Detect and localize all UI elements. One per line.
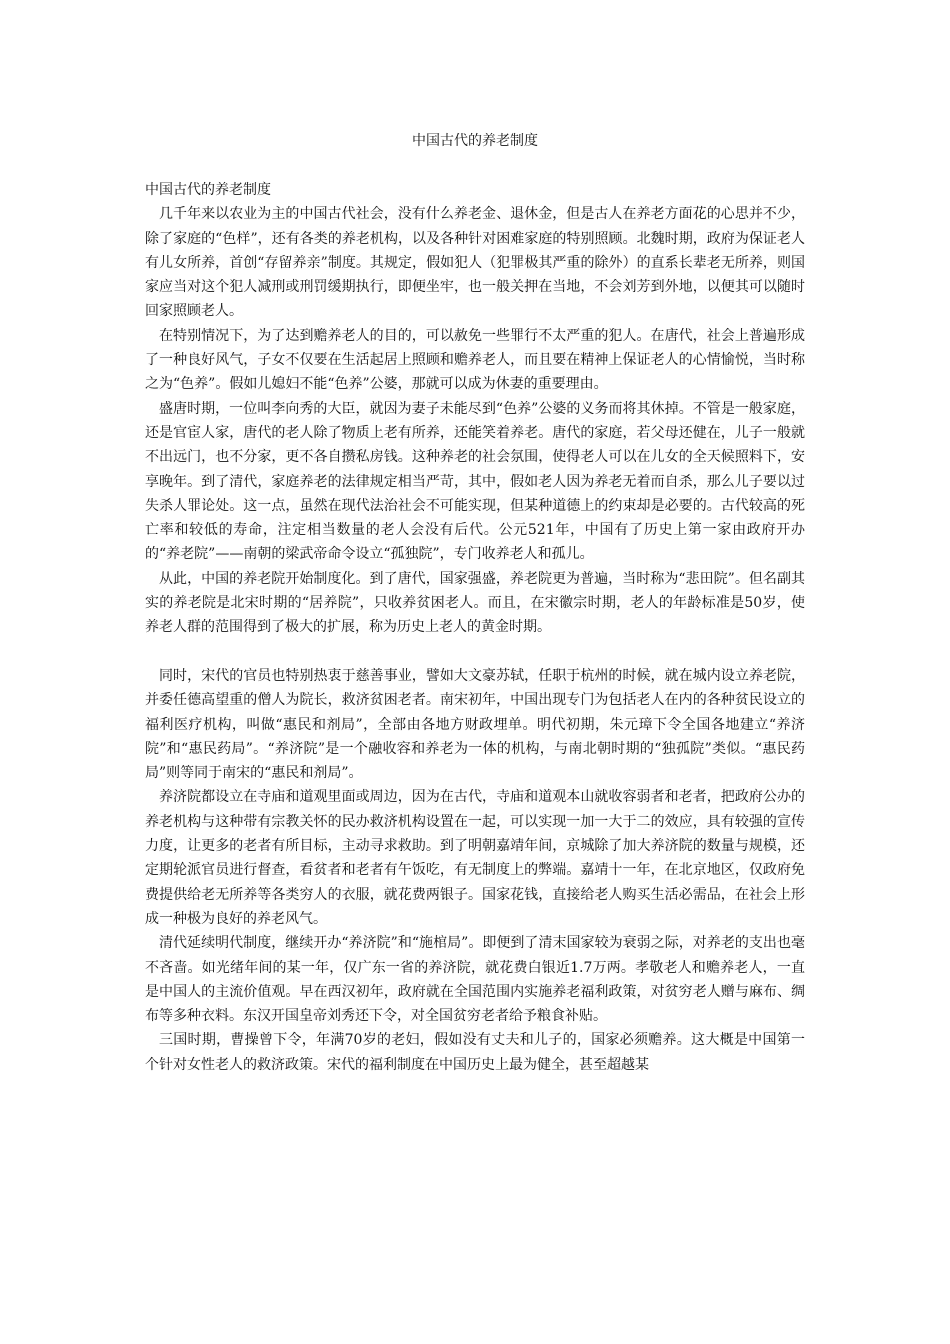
paragraph-6: 养济院都设立在寺庙和道观里面或周边，因为在古代，寺庙和道观本山就收容弱者和老者，把政府公办的养老机构与这种带有宗教关怀的民办救济机构设置在一起，可以实现一加一大于二的效应，具有较强的宣传力度，让更多的老者有所目标，主动寻求救助。到了明朝嘉靖年间，京城除了加大养济院的数量与规模，还定期轮派官员进行督查，看贫者和老者有午饭吃，有无制度上的弊端。嘉靖十一年，在北京地区，仅政府免费提供给老无所养等各类穷人的衣服，就花费两银子。国家花钱，直接给老人购买生活必需品，在社会上形成一种极为良好的养老风气。 <box>145 789 805 927</box>
blank-line <box>145 640 805 664</box>
paragraph-1: 几千年来以农业为主的中国古代社会，没有什么养老金、退休金，但是古人在养老方面花的心思并不少，除了家庭的“色样”，还有各类的养老机构，以及各种针对困难家庭的特别照顾。北魏时期，政府为保证老人有儿女所养，首创“存留养亲”制度。其规定，假如犯人（犯罪极其严重的除外）的直系长辈老无所养，则国家应当对这个犯人减刑或刑罚缓期执行，即便坐牢，也一般关押在当地，不会刘芳到外地，以便其可以随时回家照顾老人。 <box>145 206 805 320</box>
paragraph-3: 盛唐时期，一位叫李向秀的大臣，就因为妻子未能尽到“色养”公婆的义务而将其休掉。不管是一般家庭，还是官宦人家，唐代的老人除了物质上老有所养，还能笑着养老。唐代的家庭，若父母还健在，儿子一般就不出远门，也不分家，更不各自攒私房钱。这种养老的社会氛围，使得老人可以在儿女的全天候照料下，安享晚年。到了清代，家庭养老的法律规定相当严苛，其中，假如老人因为养老无着而自杀，那么儿子要以过失杀人罪论处。这一点，虽然在现代法治社会不可能实现，但某种道德上的约束却是必要的。古代较高的死亡率和较低的寿命，注定相当数量的老人会没有后代。公元521年，中国有了历史上第一家由政府开办的“养老院”——南朝的梁武帝命令设立“孤独院”，专门收养老人和孤儿。 <box>145 400 805 563</box>
paragraph-2: 在特别情况下，为了达到赡养老人的目的，可以赦免一些罪行不太严重的犯人。在唐代，社会上普遍形成了一种良好风气，子女不仅要在生活起居上照顾和赡养老人，而且要在精神上保证老人的心情愉悦，当时称之为“色养”。假如儿媳妇不能“色养”公婆，那就可以成为休妻的重要理由。 <box>145 327 805 393</box>
document-body <box>145 178 805 1077</box>
document-subtitle: 中国古代的养老制度 <box>145 182 271 198</box>
paragraph-4: 从此，中国的养老院开始制度化。到了唐代，国家强盛，养老院更为普遍，当时称为“悲田院”。但名副其实的养老院是北宋时期的“居养院”，只收养贫困老人。而且，在宋徽宗时期，老人的年龄标准是50岁，使养老人群的范围得到了极大的扩展，称为历史上老人的黄金时期。 <box>145 570 805 636</box>
paragraph-8: 三国时期，曹操曾下令，年满70岁的老妇，假如没有丈夫和儿子的，国家必须赡养。这大概是中国第一个针对女性老人的救济政策。宋代的福利制度在中国历史上最为健全，甚至超越某 <box>145 1032 805 1073</box>
page-title: 中国古代的养老制度 <box>412 133 538 149</box>
paragraph-5: 同时，宋代的官员也特别热衷于慈善事业，譬如大文豪苏轼，任职于杭州的时候，就在城内设立养老院，并委任德高望重的僧人为院长，救济贫困老者。南宋初年，中国出现专门为包括老人在内的各种贫民设立的福利医疗机构，叫做“惠民和剂局”，全部由各地方财政埋单。明代初期，朱元璋下令全国各地建立“养济院”和“惠民药局”。“养济院”是一个融收容和养老为一体的机构，与南北朝时期的“独孤院”类似。“惠民药局”则等同于南宋的“惠民和剂局”。 <box>145 667 805 782</box>
paragraph-7: 清代延续明代制度，继续开办“养济院”和“施棺局”。即便到了清末国家较为衰弱之际，对养老的支出也毫不吝啬。如光绪年间的某一年，仅广东一省的养济院，就花费白银近1.7万两。孝敬老人和赡养老人，一直是中国人的主流价值观。早在西汉初年，政府就在全国范围内实施养老福利政策，对贫穷老人赠与麻布、绸布等多种衣料。东汉开国皇帝刘秀还下令，对全国贫穷老者给予粮食补贴。 <box>145 935 805 1025</box>
